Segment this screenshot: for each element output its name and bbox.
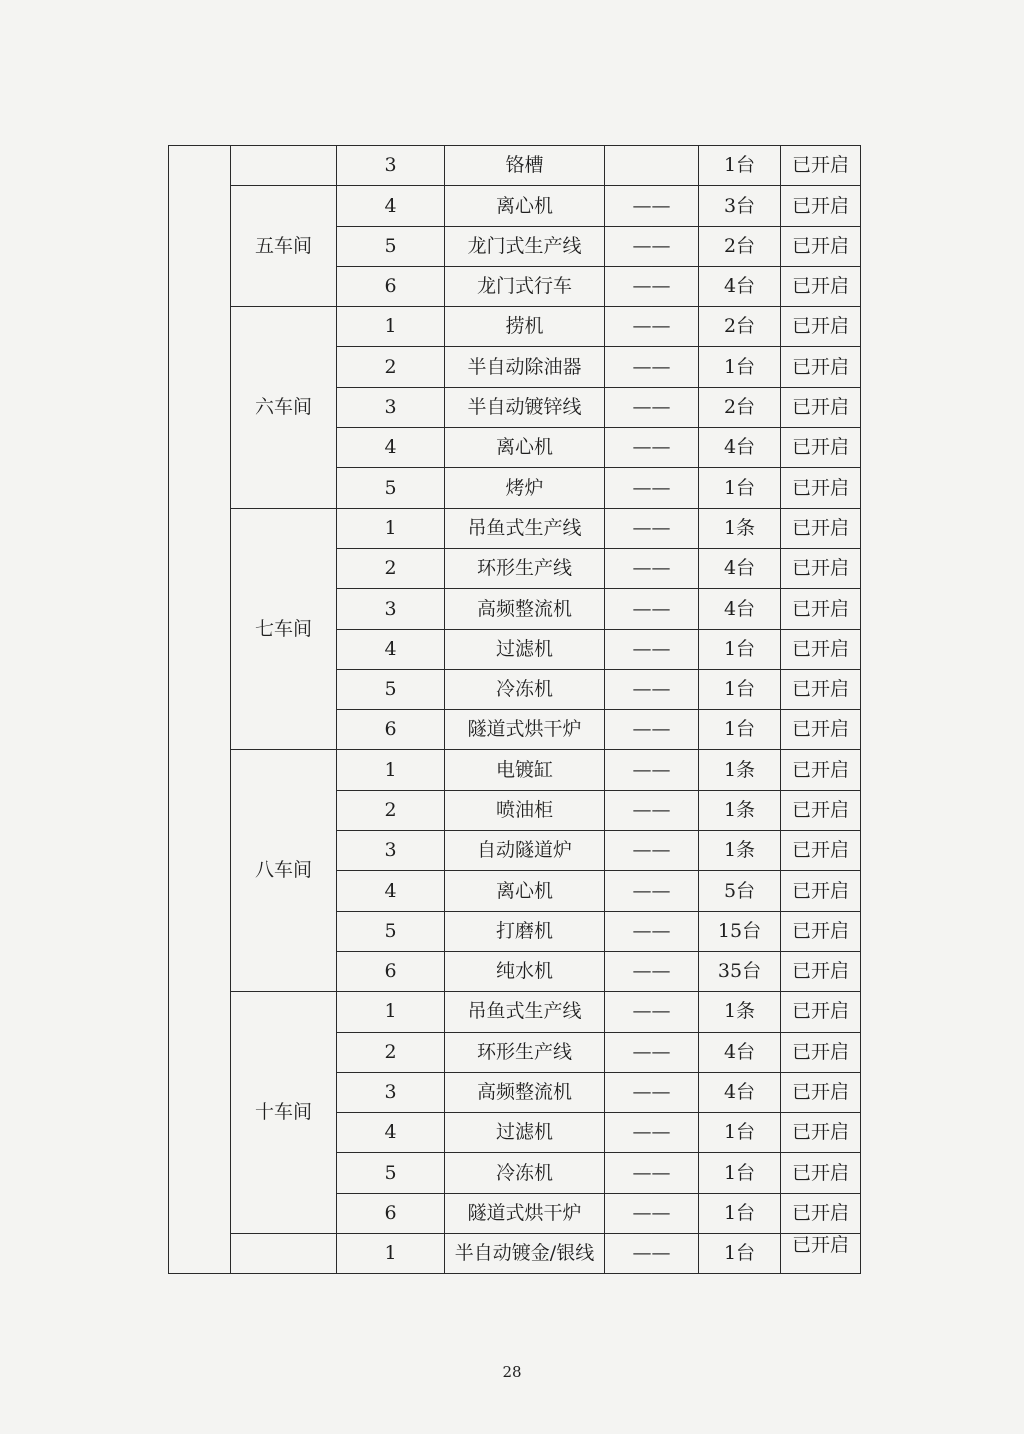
status-cell: 已开启 xyxy=(781,1234,861,1274)
status-cell: 已开启 xyxy=(781,226,861,266)
spec-cell: —— xyxy=(605,548,699,588)
quantity-cell: 15台 xyxy=(699,911,781,951)
equipment-name-cell: 半自动镀金/银线 xyxy=(445,1234,605,1274)
equipment-name-cell: 离心机 xyxy=(445,428,605,468)
equipment-name-cell: 电镀缸 xyxy=(445,750,605,790)
status-cell: 已开启 xyxy=(781,911,861,951)
row-number-cell: 6 xyxy=(337,951,445,991)
workshop-cell xyxy=(231,1234,337,1274)
row-number-cell: 2 xyxy=(337,548,445,588)
spec-cell: —— xyxy=(605,468,699,508)
workshop-cell: 五车间 xyxy=(231,186,337,307)
status-cell: 已开启 xyxy=(781,1193,861,1233)
status-cell: 已开启 xyxy=(781,266,861,306)
spec-cell: —— xyxy=(605,1072,699,1112)
equipment-name-cell: 高频整流机 xyxy=(445,589,605,629)
quantity-cell: 4台 xyxy=(699,266,781,306)
row-number-cell: 4 xyxy=(337,428,445,468)
equipment-name-cell: 喷油柜 xyxy=(445,790,605,830)
quantity-cell: 1台 xyxy=(699,347,781,387)
row-number-cell: 1 xyxy=(337,307,445,347)
spec-cell: —— xyxy=(605,911,699,951)
equipment-name-cell: 环形生产线 xyxy=(445,548,605,588)
spec-cell: —— xyxy=(605,831,699,871)
spec-cell: —— xyxy=(605,790,699,830)
spec-cell: —— xyxy=(605,1153,699,1193)
row-number-cell: 5 xyxy=(337,468,445,508)
spec-cell: —— xyxy=(605,992,699,1032)
equipment-name-cell: 吊鱼式生产线 xyxy=(445,992,605,1032)
equipment-name-cell: 环形生产线 xyxy=(445,1032,605,1072)
equipment-table xyxy=(168,145,861,1274)
workshop-cell: 六车间 xyxy=(231,307,337,508)
quantity-cell: 1台 xyxy=(699,1193,781,1233)
spec-cell: —— xyxy=(605,428,699,468)
table-row xyxy=(169,146,861,186)
workshop-cell xyxy=(231,146,337,186)
quantity-cell: 3台 xyxy=(699,186,781,226)
row-number-cell: 5 xyxy=(337,669,445,709)
spec-cell: —— xyxy=(605,629,699,669)
spec-cell: —— xyxy=(605,589,699,629)
quantity-cell: 1条 xyxy=(699,508,781,548)
status-cell: 已开启 xyxy=(781,347,861,387)
row-number-cell: 2 xyxy=(337,347,445,387)
equipment-name-cell: 半自动镀锌线 xyxy=(445,387,605,427)
status-cell: 已开启 xyxy=(781,831,861,871)
status-cell: 已开启 xyxy=(781,1032,861,1072)
equipment-name-cell: 隧道式烘干炉 xyxy=(445,710,605,750)
equipment-table-body xyxy=(169,146,861,1274)
status-cell: 已开启 xyxy=(781,1153,861,1193)
quantity-cell: 4台 xyxy=(699,1072,781,1112)
table-row xyxy=(169,508,861,548)
row-number-cell: 3 xyxy=(337,387,445,427)
quantity-cell: 1条 xyxy=(699,750,781,790)
row-number-cell: 1 xyxy=(337,750,445,790)
spec-cell: —— xyxy=(605,710,699,750)
row-number-cell: 1 xyxy=(337,508,445,548)
spec-cell: —— xyxy=(605,669,699,709)
status-cell: 已开启 xyxy=(781,186,861,226)
status-cell: 已开启 xyxy=(781,1072,861,1112)
quantity-cell: 2台 xyxy=(699,387,781,427)
equipment-name-cell: 铬槽 xyxy=(445,146,605,186)
row-number-cell: 1 xyxy=(337,992,445,1032)
equipment-name-cell: 离心机 xyxy=(445,871,605,911)
row-number-cell: 5 xyxy=(337,911,445,951)
status-cell: 已开启 xyxy=(781,387,861,427)
quantity-cell: 1台 xyxy=(699,1113,781,1153)
equipment-name-cell: 打磨机 xyxy=(445,911,605,951)
quantity-cell: 1台 xyxy=(699,629,781,669)
status-cell: 已开启 xyxy=(781,428,861,468)
quantity-cell: 2台 xyxy=(699,226,781,266)
spec-cell: —— xyxy=(605,1193,699,1233)
equipment-name-cell: 过滤机 xyxy=(445,1113,605,1153)
row-number-cell: 4 xyxy=(337,871,445,911)
quantity-cell: 1台 xyxy=(699,669,781,709)
status-cell: 已开启 xyxy=(781,548,861,588)
workshop-cell: 十车间 xyxy=(231,992,337,1234)
spec-cell: —— xyxy=(605,1032,699,1072)
quantity-cell: 1台 xyxy=(699,468,781,508)
equipment-name-cell: 离心机 xyxy=(445,186,605,226)
quantity-cell: 4台 xyxy=(699,589,781,629)
table-row xyxy=(169,992,861,1032)
row-number-cell: 4 xyxy=(337,1113,445,1153)
quantity-cell: 1条 xyxy=(699,992,781,1032)
status-cell: 已开启 xyxy=(781,146,861,186)
status-cell: 已开启 xyxy=(781,508,861,548)
status-cell: 已开启 xyxy=(781,710,861,750)
equipment-name-cell: 吊鱼式生产线 xyxy=(445,508,605,548)
status-cell: 已开启 xyxy=(781,750,861,790)
page-number: 28 xyxy=(502,1363,522,1381)
category-cell xyxy=(169,146,231,1274)
row-number-cell: 2 xyxy=(337,790,445,830)
row-number-cell: 6 xyxy=(337,266,445,306)
equipment-name-cell: 高频整流机 xyxy=(445,1072,605,1112)
quantity-cell: 2台 xyxy=(699,307,781,347)
equipment-name-cell: 过滤机 xyxy=(445,629,605,669)
row-number-cell: 2 xyxy=(337,1032,445,1072)
equipment-name-cell: 冷冻机 xyxy=(445,669,605,709)
status-cell: 已开启 xyxy=(781,1113,861,1153)
row-number-cell: 5 xyxy=(337,226,445,266)
quantity-cell: 1台 xyxy=(699,1234,781,1274)
spec-cell: —— xyxy=(605,871,699,911)
quantity-cell: 35台 xyxy=(699,951,781,991)
quantity-cell: 5台 xyxy=(699,871,781,911)
quantity-cell: 1条 xyxy=(699,790,781,830)
spec-cell xyxy=(605,146,699,186)
quantity-cell: 4台 xyxy=(699,548,781,588)
spec-cell: —— xyxy=(605,266,699,306)
status-cell: 已开启 xyxy=(781,790,861,830)
status-cell: 已开启 xyxy=(781,468,861,508)
workshop-cell: 八车间 xyxy=(231,750,337,992)
equipment-name-cell: 自动隧道炉 xyxy=(445,831,605,871)
table-row xyxy=(169,307,861,347)
equipment-name-cell: 隧道式烘干炉 xyxy=(445,1193,605,1233)
spec-cell: —— xyxy=(605,750,699,790)
row-number-cell: 3 xyxy=(337,1072,445,1112)
equipment-name-cell: 龙门式生产线 xyxy=(445,226,605,266)
row-number-cell: 5 xyxy=(337,1153,445,1193)
spec-cell: —— xyxy=(605,186,699,226)
spec-cell: —— xyxy=(605,951,699,991)
spec-cell: —— xyxy=(605,347,699,387)
row-number-cell: 1 xyxy=(337,1234,445,1274)
table-row xyxy=(169,750,861,790)
spec-cell: —— xyxy=(605,508,699,548)
equipment-name-cell: 半自动除油器 xyxy=(445,347,605,387)
status-cell: 已开启 xyxy=(781,629,861,669)
row-number-cell: 4 xyxy=(337,186,445,226)
workshop-cell: 七车间 xyxy=(231,508,337,750)
spec-cell: —— xyxy=(605,226,699,266)
quantity-cell: 1台 xyxy=(699,710,781,750)
status-cell: 已开启 xyxy=(781,307,861,347)
equipment-name-cell: 纯水机 xyxy=(445,951,605,991)
row-number-cell: 6 xyxy=(337,1193,445,1233)
row-number-cell: 3 xyxy=(337,146,445,186)
spec-cell: —— xyxy=(605,387,699,427)
quantity-cell: 1台 xyxy=(699,1153,781,1193)
row-number-cell: 4 xyxy=(337,629,445,669)
table-row xyxy=(169,186,861,226)
row-number-cell: 3 xyxy=(337,589,445,629)
spec-cell: —— xyxy=(605,307,699,347)
status-cell: 已开启 xyxy=(781,669,861,709)
quantity-cell: 4台 xyxy=(699,428,781,468)
quantity-cell: 4台 xyxy=(699,1032,781,1072)
equipment-name-cell: 冷冻机 xyxy=(445,1153,605,1193)
equipment-name-cell: 烤炉 xyxy=(445,468,605,508)
status-cell: 已开启 xyxy=(781,871,861,911)
quantity-cell: 1条 xyxy=(699,831,781,871)
status-cell: 已开启 xyxy=(781,992,861,1032)
spec-cell: —— xyxy=(605,1113,699,1153)
quantity-cell: 1台 xyxy=(699,146,781,186)
row-number-cell: 3 xyxy=(337,831,445,871)
status-cell: 已开启 xyxy=(781,951,861,991)
equipment-name-cell: 捞机 xyxy=(445,307,605,347)
row-number-cell: 6 xyxy=(337,710,445,750)
spec-cell: —— xyxy=(605,1234,699,1274)
equipment-name-cell: 龙门式行车 xyxy=(445,266,605,306)
status-cell: 已开启 xyxy=(781,589,861,629)
